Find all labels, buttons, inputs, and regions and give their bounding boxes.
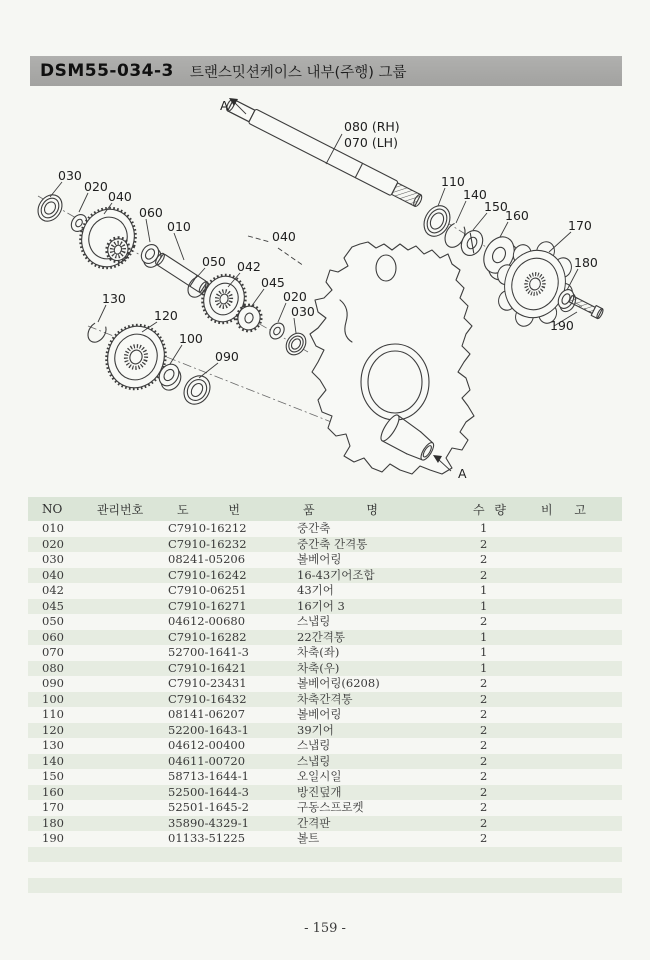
ball-bearing-110 <box>419 201 455 240</box>
cell-name <box>295 862 465 878</box>
table-row <box>28 878 622 894</box>
cell-control-no <box>80 723 160 739</box>
cell-drawing-no: C7910-16232 <box>160 537 295 553</box>
cell-control-no <box>80 785 160 801</box>
cell-drawing-no <box>160 862 295 878</box>
part-callout-160: 160 <box>505 208 529 223</box>
transmission-case-housing <box>310 242 474 474</box>
part-callout-050: 050 <box>202 254 226 269</box>
cell-note <box>535 847 622 863</box>
cell-qty: 1 <box>480 583 488 597</box>
cell-name: 16-43기어조합 <box>295 568 465 584</box>
ball-bearing-090 <box>179 371 215 409</box>
cell-drawing-no: C7910-06251 <box>168 583 247 597</box>
cell-no: 100 <box>28 692 80 708</box>
cell-note <box>535 661 622 677</box>
cell-qty: 2 <box>480 831 488 845</box>
cell-qty <box>465 878 535 894</box>
cell-drawing-no: C7910-16271 <box>160 599 295 615</box>
cell-no: 070 <box>42 645 64 659</box>
cell-control-no <box>80 816 160 832</box>
cell-name: 볼베어링 <box>297 707 342 721</box>
cell-drawing-no: C7910-16421 <box>160 661 295 677</box>
part-callout-030: 030 <box>58 168 82 183</box>
table-row <box>28 583 622 599</box>
cell-qty: 1 <box>465 630 535 646</box>
table-row <box>28 847 622 863</box>
cell-name: 차축(좌) <box>297 645 340 659</box>
cell-no <box>28 878 80 894</box>
cell-qty: 1 <box>465 599 535 615</box>
table-row <box>28 862 622 878</box>
cell-note <box>535 630 622 646</box>
cell-name <box>295 878 465 894</box>
parts-table-header <box>28 497 622 521</box>
table-row <box>28 537 622 553</box>
cell-drawing-no: 08241-05206 <box>168 552 246 566</box>
cell-control-no <box>80 831 160 847</box>
cell-drawing-no: 52500-1644-3 <box>160 785 295 801</box>
cell-drawing-no: 52200-1643-1 <box>160 723 295 739</box>
cell-control-no <box>80 614 160 630</box>
cell-qty: 2 <box>465 568 535 584</box>
cell-no: 030 <box>42 552 64 566</box>
cell-note <box>535 738 622 754</box>
col-qty: 수 량 <box>465 497 535 521</box>
cell-qty: 2 <box>465 816 535 832</box>
table-row <box>28 769 622 785</box>
cell-no: 090 <box>42 676 64 690</box>
cell-no: 120 <box>28 723 80 739</box>
cell-note <box>535 599 622 615</box>
cell-no <box>28 847 80 863</box>
cell-note <box>535 862 622 878</box>
section-title: 트랜스밋션케이스 내부(주행) 그룹 <box>189 64 407 81</box>
part-callout-090: 090 <box>215 349 239 364</box>
cell-no: 110 <box>42 707 64 721</box>
cell-qty: 2 <box>480 676 488 690</box>
part-callout-060: 060 <box>139 205 163 220</box>
cell-qty: 2 <box>465 785 535 801</box>
cell-name: 스냅링 <box>297 614 331 628</box>
col-note: 비 고 <box>535 497 622 521</box>
part-callout-190: 190 <box>550 318 574 333</box>
col-no: NO <box>28 497 80 521</box>
table-row <box>28 599 622 615</box>
cell-name: 구동스프로켓 <box>297 800 364 814</box>
cell-no: 020 <box>28 537 80 553</box>
table-row <box>28 785 622 801</box>
part-callout-100: 100 <box>179 331 203 346</box>
cell-name: 오일시일 <box>297 769 342 783</box>
cell-drawing-no: C7910-16212 <box>168 521 247 535</box>
cell-name: 볼베어링 <box>297 552 342 566</box>
cell-name: 43기어 <box>297 583 334 597</box>
col-control-no: 관리번호 <box>80 497 160 521</box>
cell-no <box>28 862 80 878</box>
cell-note <box>535 800 622 816</box>
cell-name: 방진덮개 <box>295 785 465 801</box>
cell-control-no <box>80 630 160 646</box>
cell-no: 180 <box>28 816 80 832</box>
table-row <box>28 630 622 646</box>
cell-name: 볼트 <box>297 831 320 845</box>
cell-control-no <box>80 552 160 568</box>
cell-note <box>535 614 622 630</box>
cell-qty: 2 <box>465 723 535 739</box>
part-callout-040: 040 <box>108 189 132 204</box>
cell-qty: 1 <box>480 521 488 535</box>
cell-drawing-no: 08141-06207 <box>168 707 246 721</box>
gear-combo-040 <box>74 202 141 273</box>
cell-note <box>535 537 622 553</box>
table-row <box>28 831 622 847</box>
cell-no: 140 <box>28 754 80 770</box>
cell-drawing-no: 35890-4329-1 <box>160 816 295 832</box>
cell-qty: 1 <box>465 661 535 677</box>
cell-drawing-no: 04612-00400 <box>168 738 246 752</box>
cell-name: 16기어 3 <box>295 599 465 615</box>
cell-drawing-no: 58713-1644-1 <box>168 769 249 783</box>
part-callout-042: 042 <box>237 259 261 274</box>
cell-qty: 2 <box>480 707 488 721</box>
col-drawing-no: 도 번 <box>160 497 295 521</box>
cell-control-no <box>80 692 160 708</box>
part-callout-010: 010 <box>167 219 191 234</box>
cell-drawing-no: 01133-51225 <box>168 831 246 845</box>
cell-no: 150 <box>42 769 64 783</box>
cell-control-no <box>80 537 160 553</box>
cell-qty: 2 <box>465 754 535 770</box>
cell-qty: 1 <box>480 645 488 659</box>
cell-qty <box>465 847 535 863</box>
cell-control-no <box>80 583 160 599</box>
parts-table <box>28 497 622 893</box>
part-callout-180: 180 <box>574 255 598 270</box>
part-callout-030: 030 <box>291 304 315 319</box>
parts-table-body <box>28 521 622 893</box>
part-callout-020: 020 <box>84 179 108 194</box>
cell-no: 040 <box>28 568 80 584</box>
part-callout-045: 045 <box>261 275 285 290</box>
cell-control-no <box>80 754 160 770</box>
cell-no: 010 <box>42 521 64 535</box>
cell-control-no <box>80 707 160 723</box>
cell-control-no <box>80 521 160 537</box>
cell-drawing-no: C7910-16242 <box>160 568 295 584</box>
table-row <box>28 645 622 661</box>
cell-qty: 2 <box>480 800 488 814</box>
cell-no: 050 <box>42 614 64 628</box>
cell-name: 22간격통 <box>295 630 465 646</box>
cell-control-no <box>80 738 160 754</box>
cell-drawing-no: C7910-23431 <box>168 676 247 690</box>
table-row <box>28 676 622 692</box>
cell-drawing-no: 04611-00720 <box>160 754 295 770</box>
cell-note <box>535 723 622 739</box>
section-code: DSM55-034-3 <box>40 61 174 81</box>
cell-qty: 2 <box>480 552 488 566</box>
page-number: - 159 - <box>304 921 346 936</box>
shaft-label-lh: 070 (LH) <box>344 135 398 150</box>
cell-name: 스냅링 <box>295 754 465 770</box>
cell-drawing-no: C7910-16282 <box>160 630 295 646</box>
cell-name: 볼베어링(6208) <box>297 676 380 690</box>
cell-qty: 2 <box>465 537 535 553</box>
table-row <box>28 707 622 723</box>
table-row <box>28 661 622 677</box>
part-callout-170: 170 <box>568 218 592 233</box>
cell-name: 중간축 <box>297 521 331 535</box>
cell-no: 080 <box>28 661 80 677</box>
cell-note <box>535 645 622 661</box>
cell-note <box>535 707 622 723</box>
snap-ring-130 <box>84 318 109 345</box>
cell-control-no <box>80 878 160 894</box>
part-callout-110: 110 <box>441 174 465 189</box>
col-part-name: 품 명 <box>295 497 465 521</box>
part-callout-140: 140 <box>463 187 487 202</box>
shaft-label-rh: 080 (RH) <box>344 119 400 134</box>
cell-control-no <box>80 645 160 661</box>
cell-name <box>295 847 465 863</box>
view-label: A <box>458 466 467 481</box>
part-callout-120: 120 <box>154 308 178 323</box>
part-callout-020: 020 <box>283 289 307 304</box>
cell-control-no <box>80 599 160 615</box>
cell-note <box>535 754 622 770</box>
cell-name: 차축간격통 <box>295 692 465 708</box>
cell-qty: 2 <box>465 692 535 708</box>
ball-bearing-030b <box>282 329 310 358</box>
cell-drawing-no: C7910-16432 <box>160 692 295 708</box>
table-row <box>28 738 622 754</box>
table-row <box>28 816 622 832</box>
cell-no: 190 <box>42 831 64 845</box>
cell-note <box>535 878 622 894</box>
table-row <box>28 568 622 584</box>
cell-control-no <box>80 862 160 878</box>
table-row <box>28 614 622 630</box>
cell-control-no <box>80 676 160 692</box>
cell-control-no <box>80 847 160 863</box>
cell-control-no <box>80 661 160 677</box>
cell-control-no <box>80 568 160 584</box>
cell-note <box>535 568 622 584</box>
table-row <box>28 692 622 708</box>
part-callout-040: 040 <box>272 229 296 244</box>
view-label: A <box>220 98 229 113</box>
cell-note <box>535 785 622 801</box>
cell-name: 39기어 <box>295 723 465 739</box>
cell-no: 045 <box>28 599 80 615</box>
table-row <box>28 521 622 537</box>
part-callout-130: 130 <box>102 291 126 306</box>
cell-note <box>535 692 622 708</box>
cell-control-no <box>80 769 160 785</box>
cell-note <box>535 769 622 785</box>
table-row <box>28 552 622 568</box>
cell-name: 중간축 간격통 <box>295 537 465 553</box>
cell-note <box>535 816 622 832</box>
cell-qty: 2 <box>480 769 488 783</box>
cell-no: 130 <box>42 738 64 752</box>
cell-no: 042 <box>42 583 64 597</box>
cell-no: 170 <box>42 800 64 814</box>
cell-name: 스냅링 <box>297 738 331 752</box>
cell-note <box>535 831 622 847</box>
axle-shaft <box>224 97 424 209</box>
table-row <box>28 800 622 816</box>
cell-qty: 2 <box>480 614 488 628</box>
cell-note <box>535 676 622 692</box>
cell-note <box>535 583 622 599</box>
cell-drawing-no: 04612-00680 <box>168 614 246 628</box>
section-title-bar <box>30 56 622 86</box>
exploded-parts-diagram <box>0 90 650 500</box>
cell-qty <box>465 862 535 878</box>
cell-note <box>535 552 622 568</box>
cell-drawing-no: 52700-1641-3 <box>168 645 249 659</box>
ball-bearing-030 <box>33 190 67 225</box>
cell-qty: 2 <box>480 738 488 752</box>
cell-no: 160 <box>28 785 80 801</box>
cell-control-no <box>80 800 160 816</box>
cell-name: 차축(우) <box>295 661 465 677</box>
table-row <box>28 723 622 739</box>
cell-no: 060 <box>28 630 80 646</box>
cell-name: 간격판 <box>295 816 465 832</box>
cell-note <box>535 521 622 537</box>
cell-drawing-no: 52501-1645-2 <box>168 800 249 814</box>
part-callout-150: 150 <box>484 199 508 214</box>
cell-drawing-no <box>160 847 295 863</box>
cell-drawing-no <box>160 878 295 894</box>
table-row <box>28 754 622 770</box>
